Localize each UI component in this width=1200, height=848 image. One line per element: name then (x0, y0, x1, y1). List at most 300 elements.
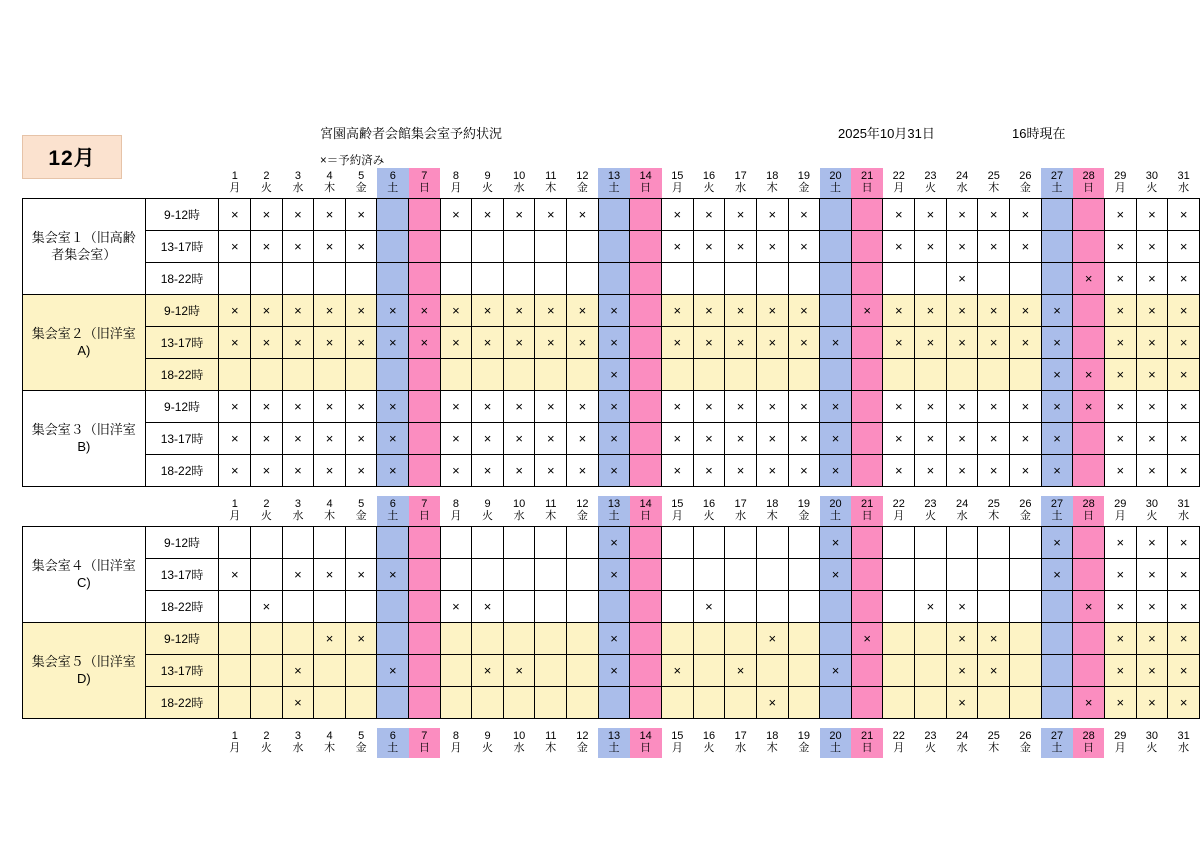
reservation-cell[interactable]: × (251, 591, 283, 623)
reservation-cell[interactable] (1073, 455, 1105, 487)
reservation-cell[interactable] (851, 327, 883, 359)
reservation-cell[interactable]: × (978, 391, 1010, 423)
reservation-cell[interactable]: × (1104, 327, 1136, 359)
reservation-cell[interactable] (1041, 623, 1073, 655)
reservation-cell[interactable] (440, 687, 472, 719)
reservation-cell[interactable]: × (1104, 591, 1136, 623)
reservation-cell[interactable]: × (1168, 655, 1200, 687)
reservation-cell[interactable]: × (820, 391, 852, 423)
reservation-cell[interactable] (915, 623, 947, 655)
reservation-cell[interactable]: × (535, 295, 567, 327)
reservation-cell[interactable]: × (503, 423, 535, 455)
reservation-cell[interactable]: × (725, 199, 757, 231)
reservation-cell[interactable]: × (535, 391, 567, 423)
reservation-cell[interactable]: × (946, 199, 978, 231)
reservation-cell[interactable]: × (978, 455, 1010, 487)
reservation-cell[interactable] (693, 687, 725, 719)
reservation-cell[interactable] (535, 687, 567, 719)
reservation-cell[interactable]: × (314, 295, 346, 327)
reservation-cell[interactable] (1010, 359, 1042, 391)
reservation-cell[interactable]: × (978, 295, 1010, 327)
reservation-cell[interactable]: × (693, 199, 725, 231)
reservation-cell[interactable] (1010, 687, 1042, 719)
reservation-cell[interactable] (883, 623, 915, 655)
reservation-cell[interactable]: × (1041, 295, 1073, 327)
reservation-cell[interactable] (409, 423, 441, 455)
reservation-cell[interactable] (978, 263, 1010, 295)
reservation-cell[interactable]: × (693, 295, 725, 327)
reservation-cell[interactable]: × (345, 231, 377, 263)
reservation-cell[interactable] (1041, 231, 1073, 263)
reservation-cell[interactable]: × (1010, 423, 1042, 455)
reservation-cell[interactable] (662, 359, 694, 391)
reservation-cell[interactable] (1073, 527, 1105, 559)
reservation-cell[interactable] (1010, 623, 1042, 655)
reservation-cell[interactable] (598, 231, 630, 263)
reservation-cell[interactable] (409, 263, 441, 295)
reservation-cell[interactable] (314, 591, 346, 623)
reservation-cell[interactable]: × (946, 295, 978, 327)
reservation-cell[interactable]: × (282, 423, 314, 455)
reservation-cell[interactable] (472, 623, 504, 655)
reservation-cell[interactable] (567, 527, 599, 559)
reservation-cell[interactable] (440, 527, 472, 559)
reservation-cell[interactable] (409, 687, 441, 719)
reservation-cell[interactable] (567, 623, 599, 655)
reservation-cell[interactable]: × (978, 199, 1010, 231)
reservation-cell[interactable]: × (598, 359, 630, 391)
reservation-cell[interactable]: × (725, 455, 757, 487)
reservation-cell[interactable] (472, 263, 504, 295)
reservation-cell[interactable] (662, 263, 694, 295)
reservation-cell[interactable]: × (282, 199, 314, 231)
reservation-cell[interactable]: × (503, 455, 535, 487)
reservation-cell[interactable] (820, 199, 852, 231)
reservation-cell[interactable] (567, 687, 599, 719)
reservation-cell[interactable]: × (251, 231, 283, 263)
reservation-cell[interactable] (1073, 199, 1105, 231)
reservation-cell[interactable] (567, 359, 599, 391)
reservation-cell[interactable]: × (251, 455, 283, 487)
reservation-cell[interactable] (1010, 527, 1042, 559)
reservation-cell[interactable]: × (535, 199, 567, 231)
reservation-cell[interactable]: × (472, 423, 504, 455)
reservation-cell[interactable]: × (1136, 359, 1168, 391)
reservation-cell[interactable] (503, 559, 535, 591)
reservation-cell[interactable] (377, 359, 409, 391)
reservation-cell[interactable]: × (472, 327, 504, 359)
reservation-cell[interactable] (409, 391, 441, 423)
reservation-cell[interactable] (915, 263, 947, 295)
reservation-cell[interactable] (693, 655, 725, 687)
reservation-cell[interactable] (630, 263, 662, 295)
reservation-cell[interactable]: × (1104, 231, 1136, 263)
reservation-cell[interactable]: × (314, 559, 346, 591)
reservation-cell[interactable]: × (1136, 263, 1168, 295)
reservation-cell[interactable]: × (1168, 295, 1200, 327)
reservation-cell[interactable] (503, 687, 535, 719)
reservation-cell[interactable] (978, 527, 1010, 559)
reservation-cell[interactable]: × (282, 687, 314, 719)
reservation-cell[interactable] (377, 687, 409, 719)
reservation-cell[interactable] (693, 359, 725, 391)
reservation-cell[interactable] (1073, 327, 1105, 359)
reservation-cell[interactable] (251, 623, 283, 655)
reservation-cell[interactable] (725, 687, 757, 719)
reservation-cell[interactable]: × (756, 623, 788, 655)
reservation-cell[interactable] (630, 327, 662, 359)
reservation-cell[interactable]: × (946, 231, 978, 263)
reservation-cell[interactable] (851, 359, 883, 391)
reservation-cell[interactable]: × (693, 591, 725, 623)
reservation-cell[interactable] (535, 527, 567, 559)
reservation-cell[interactable]: × (662, 423, 694, 455)
reservation-cell[interactable]: × (788, 391, 820, 423)
reservation-cell[interactable] (314, 359, 346, 391)
reservation-cell[interactable]: × (1136, 623, 1168, 655)
reservation-cell[interactable] (756, 559, 788, 591)
reservation-cell[interactable]: × (820, 327, 852, 359)
reservation-cell[interactable]: × (725, 655, 757, 687)
reservation-cell[interactable]: × (314, 327, 346, 359)
reservation-cell[interactable] (1041, 263, 1073, 295)
reservation-cell[interactable]: × (1010, 231, 1042, 263)
reservation-cell[interactable] (377, 527, 409, 559)
reservation-cell[interactable]: × (472, 199, 504, 231)
reservation-cell[interactable] (725, 527, 757, 559)
reservation-cell[interactable] (345, 527, 377, 559)
reservation-cell[interactable] (251, 687, 283, 719)
reservation-cell[interactable]: × (345, 623, 377, 655)
reservation-cell[interactable]: × (282, 295, 314, 327)
reservation-cell[interactable]: × (915, 199, 947, 231)
reservation-cell[interactable] (377, 231, 409, 263)
reservation-cell[interactable]: × (1168, 231, 1200, 263)
reservation-cell[interactable]: × (1041, 527, 1073, 559)
reservation-cell[interactable]: × (345, 391, 377, 423)
reservation-cell[interactable] (472, 559, 504, 591)
reservation-cell[interactable]: × (788, 199, 820, 231)
reservation-cell[interactable]: × (1073, 591, 1105, 623)
reservation-cell[interactable]: × (946, 327, 978, 359)
reservation-cell[interactable]: × (598, 423, 630, 455)
reservation-cell[interactable]: × (1104, 391, 1136, 423)
reservation-cell[interactable]: × (314, 623, 346, 655)
reservation-cell[interactable] (345, 655, 377, 687)
reservation-cell[interactable]: × (1041, 327, 1073, 359)
reservation-cell[interactable]: × (1073, 687, 1105, 719)
reservation-cell[interactable]: × (219, 199, 251, 231)
reservation-cell[interactable] (1073, 423, 1105, 455)
reservation-cell[interactable] (345, 687, 377, 719)
reservation-cell[interactable]: × (219, 455, 251, 487)
reservation-cell[interactable] (978, 359, 1010, 391)
reservation-cell[interactable]: × (820, 423, 852, 455)
reservation-cell[interactable]: × (1136, 527, 1168, 559)
reservation-cell[interactable]: × (756, 687, 788, 719)
reservation-cell[interactable]: × (314, 423, 346, 455)
reservation-cell[interactable]: × (1136, 231, 1168, 263)
reservation-cell[interactable] (503, 231, 535, 263)
reservation-cell[interactable] (251, 359, 283, 391)
reservation-cell[interactable]: × (440, 199, 472, 231)
reservation-cell[interactable] (915, 687, 947, 719)
reservation-cell[interactable] (693, 527, 725, 559)
reservation-cell[interactable]: × (219, 231, 251, 263)
reservation-cell[interactable]: × (409, 295, 441, 327)
reservation-cell[interactable] (1073, 559, 1105, 591)
reservation-cell[interactable]: × (883, 295, 915, 327)
reservation-cell[interactable]: × (1136, 591, 1168, 623)
reservation-cell[interactable]: × (1168, 263, 1200, 295)
reservation-cell[interactable] (219, 655, 251, 687)
reservation-cell[interactable]: × (503, 199, 535, 231)
reservation-cell[interactable]: × (1136, 455, 1168, 487)
reservation-cell[interactable] (1010, 655, 1042, 687)
reservation-cell[interactable] (503, 591, 535, 623)
reservation-cell[interactable]: × (1136, 423, 1168, 455)
reservation-cell[interactable] (630, 359, 662, 391)
reservation-cell[interactable]: × (662, 455, 694, 487)
reservation-cell[interactable]: × (251, 199, 283, 231)
reservation-cell[interactable]: × (915, 455, 947, 487)
reservation-cell[interactable]: × (1168, 423, 1200, 455)
reservation-cell[interactable] (409, 655, 441, 687)
reservation-cell[interactable] (1041, 655, 1073, 687)
reservation-cell[interactable]: × (978, 423, 1010, 455)
reservation-cell[interactable]: × (1010, 455, 1042, 487)
reservation-cell[interactable]: × (1136, 295, 1168, 327)
reservation-cell[interactable] (883, 359, 915, 391)
reservation-cell[interactable]: × (503, 655, 535, 687)
reservation-cell[interactable] (535, 359, 567, 391)
reservation-cell[interactable]: × (251, 327, 283, 359)
reservation-cell[interactable]: × (1041, 423, 1073, 455)
reservation-cell[interactable] (883, 655, 915, 687)
reservation-cell[interactable] (567, 263, 599, 295)
reservation-cell[interactable] (725, 623, 757, 655)
reservation-cell[interactable]: × (1073, 359, 1105, 391)
reservation-cell[interactable] (693, 559, 725, 591)
reservation-cell[interactable]: × (598, 295, 630, 327)
reservation-cell[interactable]: × (1104, 527, 1136, 559)
reservation-cell[interactable]: × (820, 655, 852, 687)
reservation-cell[interactable]: × (725, 231, 757, 263)
reservation-cell[interactable]: × (251, 391, 283, 423)
reservation-cell[interactable]: × (377, 391, 409, 423)
reservation-cell[interactable] (472, 687, 504, 719)
reservation-cell[interactable]: × (915, 391, 947, 423)
reservation-cell[interactable] (440, 655, 472, 687)
reservation-cell[interactable] (314, 263, 346, 295)
reservation-cell[interactable]: × (282, 655, 314, 687)
reservation-cell[interactable] (1073, 655, 1105, 687)
reservation-cell[interactable]: × (1041, 455, 1073, 487)
reservation-cell[interactable] (820, 359, 852, 391)
reservation-cell[interactable] (377, 591, 409, 623)
reservation-cell[interactable] (630, 391, 662, 423)
reservation-cell[interactable] (440, 231, 472, 263)
reservation-cell[interactable]: × (1104, 359, 1136, 391)
reservation-cell[interactable]: × (978, 231, 1010, 263)
reservation-cell[interactable] (314, 687, 346, 719)
reservation-cell[interactable] (219, 623, 251, 655)
reservation-cell[interactable] (440, 559, 472, 591)
reservation-cell[interactable] (345, 359, 377, 391)
reservation-cell[interactable]: × (1104, 559, 1136, 591)
reservation-cell[interactable]: × (725, 391, 757, 423)
reservation-cell[interactable]: × (788, 231, 820, 263)
reservation-cell[interactable] (883, 687, 915, 719)
reservation-cell[interactable] (567, 231, 599, 263)
reservation-cell[interactable]: × (598, 655, 630, 687)
reservation-cell[interactable]: × (1168, 391, 1200, 423)
reservation-cell[interactable] (978, 559, 1010, 591)
reservation-cell[interactable] (851, 455, 883, 487)
reservation-cell[interactable]: × (978, 327, 1010, 359)
reservation-cell[interactable]: × (1041, 559, 1073, 591)
reservation-cell[interactable]: × (345, 327, 377, 359)
reservation-cell[interactable] (788, 527, 820, 559)
reservation-cell[interactable] (377, 623, 409, 655)
reservation-cell[interactable] (1041, 199, 1073, 231)
reservation-cell[interactable]: × (1168, 199, 1200, 231)
reservation-cell[interactable]: × (1041, 391, 1073, 423)
reservation-cell[interactable]: × (693, 391, 725, 423)
reservation-cell[interactable] (630, 559, 662, 591)
reservation-cell[interactable]: × (282, 327, 314, 359)
reservation-cell[interactable]: × (1136, 687, 1168, 719)
reservation-cell[interactable] (535, 623, 567, 655)
reservation-cell[interactable] (756, 527, 788, 559)
reservation-cell[interactable] (820, 231, 852, 263)
reservation-cell[interactable]: × (820, 455, 852, 487)
reservation-cell[interactable]: × (1104, 199, 1136, 231)
reservation-cell[interactable]: × (946, 455, 978, 487)
reservation-cell[interactable]: × (440, 455, 472, 487)
reservation-cell[interactable]: × (377, 295, 409, 327)
reservation-cell[interactable] (219, 263, 251, 295)
reservation-cell[interactable]: × (377, 559, 409, 591)
reservation-cell[interactable]: × (1073, 263, 1105, 295)
reservation-cell[interactable]: × (472, 455, 504, 487)
reservation-cell[interactable]: × (472, 655, 504, 687)
reservation-cell[interactable]: × (1104, 423, 1136, 455)
reservation-cell[interactable] (978, 687, 1010, 719)
reservation-cell[interactable] (883, 591, 915, 623)
reservation-cell[interactable] (472, 231, 504, 263)
reservation-cell[interactable] (915, 655, 947, 687)
reservation-cell[interactable]: × (725, 423, 757, 455)
reservation-cell[interactable] (788, 591, 820, 623)
reservation-cell[interactable] (883, 559, 915, 591)
reservation-cell[interactable]: × (314, 455, 346, 487)
reservation-cell[interactable] (851, 591, 883, 623)
reservation-cell[interactable]: × (1168, 687, 1200, 719)
reservation-cell[interactable]: × (1168, 327, 1200, 359)
reservation-cell[interactable] (820, 263, 852, 295)
reservation-cell[interactable] (725, 559, 757, 591)
reservation-cell[interactable] (1041, 591, 1073, 623)
reservation-cell[interactable]: × (693, 423, 725, 455)
reservation-cell[interactable] (630, 527, 662, 559)
reservation-cell[interactable]: × (915, 327, 947, 359)
reservation-cell[interactable] (630, 295, 662, 327)
reservation-cell[interactable] (282, 591, 314, 623)
reservation-cell[interactable]: × (503, 295, 535, 327)
reservation-cell[interactable] (598, 591, 630, 623)
reservation-cell[interactable]: × (535, 455, 567, 487)
reservation-cell[interactable]: × (1073, 391, 1105, 423)
reservation-cell[interactable] (788, 559, 820, 591)
reservation-cell[interactable] (725, 263, 757, 295)
reservation-cell[interactable]: × (472, 295, 504, 327)
reservation-cell[interactable]: × (377, 655, 409, 687)
reservation-cell[interactable] (662, 527, 694, 559)
reservation-cell[interactable]: × (503, 327, 535, 359)
reservation-cell[interactable] (851, 527, 883, 559)
reservation-cell[interactable]: × (345, 295, 377, 327)
reservation-cell[interactable] (598, 199, 630, 231)
reservation-cell[interactable]: × (788, 327, 820, 359)
reservation-cell[interactable] (851, 231, 883, 263)
reservation-cell[interactable]: × (1010, 391, 1042, 423)
reservation-cell[interactable]: × (567, 199, 599, 231)
reservation-cell[interactable] (219, 359, 251, 391)
reservation-cell[interactable]: × (219, 391, 251, 423)
reservation-cell[interactable] (851, 423, 883, 455)
reservation-cell[interactable] (788, 687, 820, 719)
reservation-cell[interactable] (630, 623, 662, 655)
reservation-cell[interactable]: × (440, 591, 472, 623)
reservation-cell[interactable] (851, 687, 883, 719)
reservation-cell[interactable]: × (946, 623, 978, 655)
reservation-cell[interactable]: × (725, 295, 757, 327)
reservation-cell[interactable] (788, 655, 820, 687)
reservation-cell[interactable] (440, 623, 472, 655)
reservation-cell[interactable] (503, 527, 535, 559)
reservation-cell[interactable]: × (915, 591, 947, 623)
reservation-cell[interactable] (883, 527, 915, 559)
reservation-cell[interactable] (630, 199, 662, 231)
reservation-cell[interactable] (598, 687, 630, 719)
reservation-cell[interactable] (756, 591, 788, 623)
reservation-cell[interactable]: × (251, 423, 283, 455)
reservation-cell[interactable] (282, 623, 314, 655)
reservation-cell[interactable] (630, 687, 662, 719)
reservation-cell[interactable] (503, 359, 535, 391)
reservation-cell[interactable]: × (662, 327, 694, 359)
reservation-cell[interactable] (946, 359, 978, 391)
reservation-cell[interactable]: × (219, 295, 251, 327)
reservation-cell[interactable] (251, 655, 283, 687)
reservation-cell[interactable] (314, 527, 346, 559)
reservation-cell[interactable] (503, 623, 535, 655)
reservation-cell[interactable] (377, 199, 409, 231)
reservation-cell[interactable]: × (440, 295, 472, 327)
reservation-cell[interactable]: × (598, 391, 630, 423)
reservation-cell[interactable] (788, 359, 820, 391)
reservation-cell[interactable]: × (503, 391, 535, 423)
reservation-cell[interactable]: × (946, 687, 978, 719)
reservation-cell[interactable]: × (345, 423, 377, 455)
reservation-cell[interactable] (662, 591, 694, 623)
reservation-cell[interactable] (820, 623, 852, 655)
reservation-cell[interactable] (820, 687, 852, 719)
reservation-cell[interactable] (662, 559, 694, 591)
reservation-cell[interactable]: × (1168, 359, 1200, 391)
reservation-cell[interactable]: × (788, 423, 820, 455)
